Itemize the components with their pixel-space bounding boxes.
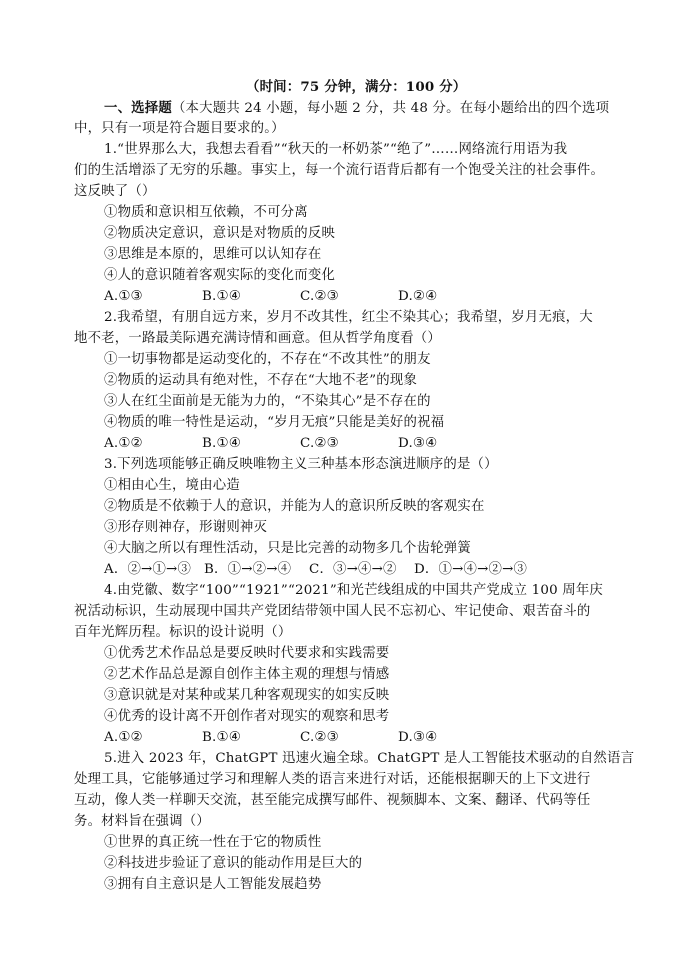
q5-stem-line-4: 务。材料旨在强调（）: [74, 814, 210, 829]
q2-item-1: ①一切事物都是运动变化的，不存在“不改其性”的朋友: [104, 352, 431, 367]
q2-item-2: ②物质的运动具有绝对性，不存在“大地不老”的现象: [104, 373, 418, 388]
q1-stem-line-3: 这反映了（）: [74, 184, 156, 199]
q5-item-2: ②科技进步验证了意识的能动作用是巨大的: [104, 856, 363, 871]
q1-options: [104, 287, 496, 307]
q3-item-2: ②物质是不依赖于人的意识，并能为人的意识所反映的客观实在: [104, 499, 485, 514]
q2-option-d[interactable]: D.③④: [398, 436, 438, 451]
q5-item-3: ③拥有自主意识是人工智能发展趋势: [104, 877, 322, 892]
section-title: 一、选择题: [104, 100, 172, 116]
q1-option-a[interactable]: A.①③: [104, 289, 143, 304]
q5-stem-line-3: 互动，像人类一样聊天交流，甚至能完成撰写邮件、视频脚本、文案、翻译、代码等任: [74, 793, 591, 808]
q4-options: [104, 728, 496, 748]
q1-item-1: ①物质和意识相互依赖，不可分离: [104, 205, 308, 220]
q4-option-d[interactable]: D.③④: [398, 730, 438, 745]
q1-stem-line-2: 们的生活增添了无穷的乐趣。事实上，每一个流行语背后都有一个饱受关注的社会事件。: [74, 163, 605, 178]
q4-item-2: ②艺术作品总是源自创作主体主观的理想与情感: [104, 667, 390, 682]
q4-option-c[interactable]: C.②③: [300, 730, 339, 745]
section-intro-line-1: [104, 98, 609, 119]
q3-option-a[interactable]: A．②→①→③: [104, 562, 192, 577]
q2-stem-line-2: 地不老，一路最美际遇充满诗情和画意。但从哲学角度看（）: [74, 331, 441, 346]
q3-stem-line-1: 3.下列选项能够正确反映唯物主义三种基本形态演进顺序的是（）: [104, 457, 498, 472]
time-score-header: （时间：75 分钟，满分：100 分）: [246, 79, 467, 95]
q5-stem-line-1: 5.进入 2023 年，ChatGPT 迅速火遍全球。ChatGPT 是人工智能技术驱动的自然语言: [104, 751, 635, 766]
q4-item-4: ④优秀的设计离不开创作者对现实的观察和思考: [104, 709, 390, 724]
q2-option-a[interactable]: A.①②: [104, 436, 143, 451]
q1-item-2: ②物质决定意识，意识是对物质的反映: [104, 226, 336, 241]
q4-stem-line-1: 4.由党徽、数字“100”“1921”“2021”和光芒线组成的中国共产党成立 100 周年庆: [104, 583, 604, 598]
q2-option-b[interactable]: B.①④: [202, 436, 241, 451]
q4-option-b[interactable]: B.①④: [202, 730, 241, 745]
q3-option-d[interactable]: D．①→④→②→③: [414, 562, 528, 577]
q3-item-4: ④大脑之所以有理性活动，只是比完善的动物多几个齿轮弹簧: [104, 541, 471, 556]
q2-options: [104, 434, 496, 454]
q3-item-3: ③形存则神存，形谢则神灭: [104, 520, 268, 535]
q3-option-b[interactable]: B．①→②→④: [204, 562, 292, 577]
q3-options: [104, 560, 527, 580]
q1-option-b[interactable]: B.①④: [202, 289, 241, 304]
q2-item-3: ③人在红尘面前是无能为力的，“不染其心”是不存在的: [104, 394, 431, 409]
q1-item-4: ④人的意识随着客观实际的变化而变化: [104, 268, 336, 283]
q1-option-d[interactable]: D.②④: [398, 289, 438, 304]
q2-option-c[interactable]: C.②③: [300, 436, 339, 451]
q4-stem-line-2: 祝活动标识，生动展现中国共产党团结带领中国人民不忘初心、牢记使命、艰苦奋斗的: [74, 604, 591, 619]
q5-stem-line-2: 处理工具，它能够通过学习和理解人类的语言来进行对话，还能根据聊天的上下文进行: [74, 772, 591, 787]
q3-item-1: ①相由心生，境由心造: [104, 478, 240, 493]
q4-item-1: ①优秀艺术作品总是要反映时代要求和实践需要: [104, 646, 390, 661]
section-intro-line-2: 中，只有一项是符合题目要求的。）: [74, 121, 285, 136]
q4-item-3: ③意识就是对某种或某几种客观现实的如实反映: [104, 688, 390, 703]
q1-stem-line-1: 1.“世界那么大，我想去看看”“秋天的一杯奶茶”“绝了”……网络流行用语为我: [104, 142, 568, 157]
q4-stem-line-3: 百年光辉历程。标识的设计说明（）: [74, 625, 292, 640]
section-intro-text: （本大题共 24 小题，每小题 2 分，共 48 分。在每小题给出的四个选项: [171, 101, 610, 116]
q5-item-1: ①世界的真正统一性在于它的物质性: [104, 835, 322, 850]
q4-option-a[interactable]: A.①②: [104, 730, 143, 745]
q1-option-c[interactable]: C.②③: [300, 289, 339, 304]
q2-stem-line-1: 2.我希望，有朋自远方来，岁月不改其性，红尘不染其心；我希望，岁月无痕，大: [104, 310, 593, 325]
q1-item-3: ③思维是本原的，思维可以认知存在: [104, 247, 322, 262]
q3-option-c[interactable]: C．③→④→②: [309, 562, 397, 577]
q2-item-4: ④物质的唯一特性是运动，“岁月无痕”只能是美好的祝福: [104, 415, 445, 430]
